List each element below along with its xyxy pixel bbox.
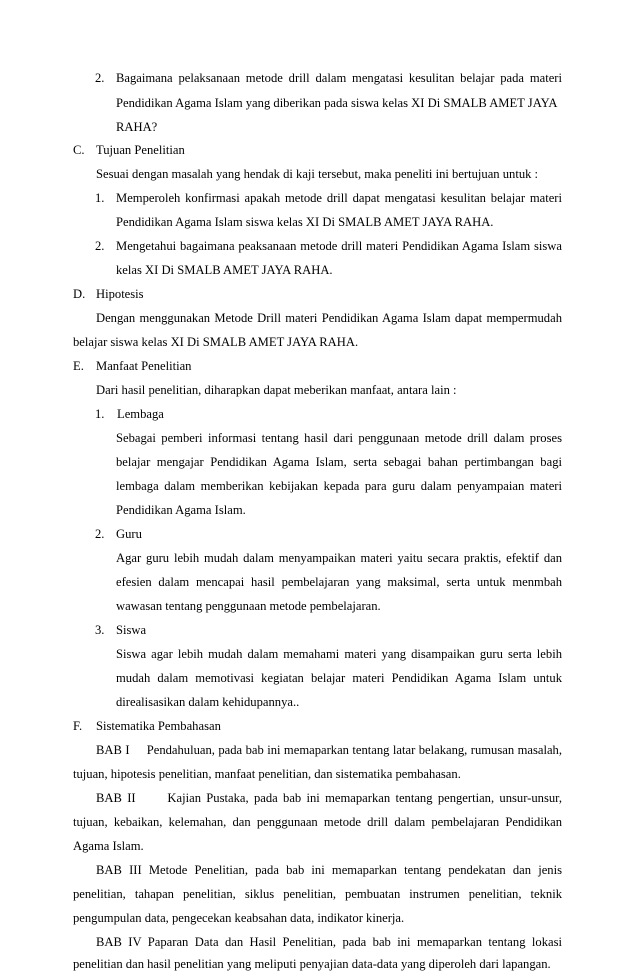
list-item-line: Agar guru lebih mudah dalam menyampaikan materi yaitu secara praktis, efektif dan [116,551,562,565]
list-item-line: belajar mengajar Pendidikan Agama Islam, serta sebagai bahan pertimbangan bagi [116,455,562,469]
list-number: 3. [95,623,105,637]
list-item-line: mudah dalam memotivasi kegiatan belajar materi Pendidikan Agama Islam untuk [116,671,562,685]
list-item-line: Pendidikan Agama Islam yang diberikan pada siswa kelas XI Di SMALB AMET JAYA [116,96,558,110]
list-item-line: Mengetahui bagaimana peaksanaan metode drill materi Pendidikan Agama Islam siswa [116,239,562,253]
paragraph-line: BAB IV Paparan Data dan Hasil Penelitian, pada bab ini memaparkan tentang lokasi [96,935,562,949]
section-intro: Sesuai dengan masalah yang hendak di kaji tersebut, maka peneliti ini bertujuan untuk : [96,167,539,181]
list-item-line: Siswa agar lebih mudah dalam memahami materi yang disampaikan guru serta lebih [116,647,562,661]
list-number: 2. [95,527,105,541]
list-item-line: kelas XI Di SMALB AMET JAYA RAHA. [116,263,333,277]
section-intro: Dari hasil penelitian, diharapkan dapat meberikan manfaat, antara lain : [96,383,457,397]
list-item-line: Bagaimana pelaksanaan metode drill dalam mengatasi kesulitan belajar pada materi [116,71,562,85]
list-number: 1. [95,191,105,205]
paragraph-line: penelitian, tahapan penelitian, siklus penelitian, pembuatan instrumen penelitian, teknik [73,887,562,901]
paragraph-line: Agama Islam. [73,839,144,853]
section-heading: Hipotesis [96,287,144,301]
list-number: 1. [95,407,105,421]
section-heading: Tujuan Penelitian [96,143,185,157]
list-item-line: direalisasikan dalam kehidupannya.. [116,695,300,709]
section-heading: Manfaat Penelitian [96,359,192,373]
section-letter: E. [73,359,84,373]
section-heading: Sistematika Pembahasan [96,719,221,733]
section-letter: C. [73,143,85,157]
paragraph-line: BAB II Kajian Pustaka, pada bab ini memaparkan tentang pengertian, unsur-unsur, [96,791,562,805]
list-item-line: efesien dalam mencapai hasil pembelajaran yang maksimal, serta untuk menmbah [116,575,562,589]
list-item-line: lembaga dalam memberikan kebijakan kepada para guru dalam penyampaian materi [116,479,562,493]
section-letter: F. [73,719,83,733]
paragraph-line: pengumpulan data, pengecekan keabsahan data, indikator kinerja. [73,911,405,925]
paragraph-line: tujuan, hipotesis penelitian, manfaat penelitian, dan sistematika pembahasan. [73,767,461,781]
list-number: 2. [95,71,105,85]
paragraph-line: Dengan menggunakan Metode Drill materi Pendidikan Agama Islam dapat mempermudah [96,311,562,325]
list-item-line: Sebagai pemberi informasi tentang hasil dari penggunaan metode drill dalam proses [116,431,562,445]
paragraph-line: belajar siswa kelas XI Di SMALB AMET JAYA RAHA. [73,335,359,349]
list-item-line: wawasan tentang penggunaan metode pembelajaran. [116,599,381,613]
paragraph-line: tujuan, kebaikan, kelemahan, dan penggunaan metode drill dalam pembelajaran Pendidikan [73,815,562,829]
list-item-title: Siswa [116,623,147,637]
paragraph-line: penelitian dan hasil penelitian yang meliputi penyajian data-data yang diperoleh dari lapangan. [73,957,551,971]
paragraph-line: BAB I Pendahuluan, pada bab ini memaparkan tentang latar belakang, rumusan masalah, [96,743,562,757]
list-item-title: Guru [116,527,142,541]
list-item-line: Memperoleh konfirmasi apakah metode drill dapat mengatasi kesulitan belajar materi [116,191,562,205]
list-item-line: RAHA? [116,120,158,134]
list-item-title: Lembaga [117,407,164,421]
list-item-line: Pendidikan Agama Islam siswa kelas XI Di SMALB AMET JAYA RAHA. [116,215,494,229]
list-item-line: Pendidikan Agama Islam. [116,503,246,517]
list-number: 2. [95,239,105,253]
paragraph-line: BAB III Metode Penelitian, pada bab ini memaparkan tentang pendekatan dan jenis [96,863,562,877]
section-letter: D. [73,287,86,301]
